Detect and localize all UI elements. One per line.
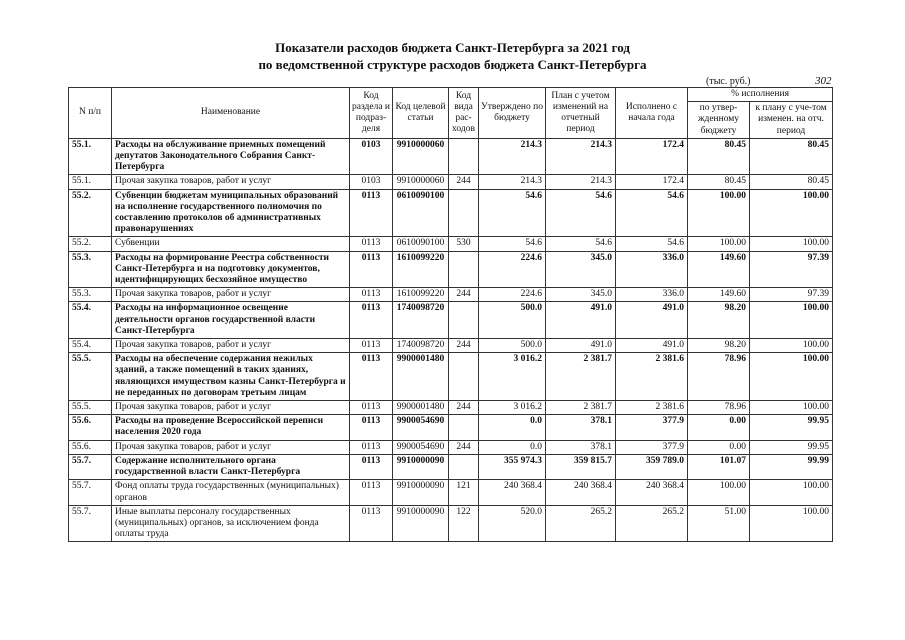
row-plan: 345.0 [546,288,616,302]
row-name: Прочая закупка товаров, работ и услуг [112,339,350,353]
row-pct-approved: 100.00 [688,480,750,505]
row-pct-plan: 100.00 [750,480,833,505]
row-plan: 2 381.7 [546,353,616,401]
row-name: Расходы на обеспечение содержания нежилых зданий, а также помещений в таких зданиях, являющихся имуществом казны Санкт-Петербурга и не переданных по договорам третьим лицам [112,353,350,401]
row-target-code: 9900054690 [393,415,449,440]
row-name: Расходы на формирование Реестра собственности Санкт-Петербурга и на подготовку документов, идентифицирующих бесхозяйное имущество [112,251,350,288]
row-kind-code [449,353,479,401]
row-pct-plan: 100.00 [750,505,833,542]
row-done: 2 381.6 [616,353,688,401]
header-row-1 [69,88,833,102]
row-approved: 3 016.2 [479,353,546,401]
row-number: 55.3. [69,251,112,288]
table-row [69,175,833,189]
row-name: Расходы на обслуживание приемных помещений депутатов Законодательного Собрания Санкт-Петербурга [112,138,350,175]
row-done: 265.2 [616,505,688,542]
col-header-approved: Утверждено по бюджету [479,88,546,139]
row-approved: 3 016.2 [479,401,546,415]
row-name: Прочая закупка товаров, работ и услуг [112,401,350,415]
table-row [69,237,833,251]
col-header-pct-plan: к плану с уче-том изменен. на отч. период [750,102,833,139]
row-name: Иные выплаты персоналу государственных (муниципальных) органов, за исключением фонда оплаты труда [112,505,350,542]
report-title-line1: Показатели расходов бюджета Санкт-Петербурга за 2021 год [275,40,630,55]
row-pct-plan: 100.00 [750,302,833,339]
row-pct-plan: 100.00 [750,189,833,237]
row-number: 55.2. [69,189,112,237]
row-approved: 224.6 [479,288,546,302]
row-pct-approved: 78.96 [688,353,750,401]
table-row [69,189,833,237]
row-kind-code: 244 [449,401,479,415]
row-section-code: 0113 [350,401,393,415]
row-pct-plan: 99.99 [750,454,833,479]
row-kind-code [449,454,479,479]
row-target-code: 9910000060 [393,175,449,189]
row-pct-approved: 100.00 [688,237,750,251]
row-plan: 54.6 [546,189,616,237]
row-plan: 359 815.7 [546,454,616,479]
row-number: 55.7. [69,454,112,479]
row-target-code: 1740098720 [393,302,449,339]
row-section-code: 0113 [350,353,393,401]
row-pct-plan: 97.39 [750,251,833,288]
row-approved: 240 368.4 [479,480,546,505]
row-pct-plan: 99.95 [750,440,833,454]
row-approved: 0.0 [479,440,546,454]
row-number: 55.1. [69,175,112,189]
row-section-code: 0113 [350,339,393,353]
row-number: 55.1. [69,138,112,175]
table-row [69,339,833,353]
row-section-code: 0113 [350,440,393,454]
row-kind-code: 244 [449,175,479,189]
col-header-pct-group: % исполнения [688,88,833,102]
row-kind-code: 121 [449,480,479,505]
row-target-code: 9910000060 [393,138,449,175]
row-name: Субвенции [112,237,350,251]
row-approved: 500.0 [479,302,546,339]
row-done: 359 789.0 [616,454,688,479]
row-pct-approved: 78.96 [688,401,750,415]
row-plan: 240 368.4 [546,480,616,505]
row-kind-code: 244 [449,288,479,302]
row-number: 55.4. [69,302,112,339]
row-plan: 378.1 [546,415,616,440]
table-row [69,454,833,479]
row-section-code: 0113 [350,237,393,251]
row-approved: 500.0 [479,339,546,353]
row-done: 172.4 [616,138,688,175]
row-pct-plan: 100.00 [750,353,833,401]
row-number: 55.7. [69,505,112,542]
row-target-code: 9900001480 [393,401,449,415]
row-name: Расходы на информационное освещение деятельности органов государственной власти Санкт-Петербурга [112,302,350,339]
row-section-code: 0113 [350,454,393,479]
table-row [69,505,833,542]
row-target-code: 9910000090 [393,480,449,505]
row-target-code: 9910000090 [393,505,449,542]
row-section-code: 0113 [350,302,393,339]
page-number: 302 [815,75,832,87]
row-pct-approved: 98.20 [688,339,750,353]
table-row [69,401,833,415]
row-pct-approved: 149.60 [688,251,750,288]
row-section-code: 0103 [350,138,393,175]
row-pct-approved: 100.00 [688,189,750,237]
row-target-code: 0610090100 [393,237,449,251]
row-kind-code [449,138,479,175]
row-name: Содержание исполнительного органа государственной власти Санкт-Петербурга [112,454,350,479]
table-row [69,415,833,440]
row-section-code: 0113 [350,415,393,440]
row-plan: 491.0 [546,339,616,353]
row-pct-plan: 80.45 [750,138,833,175]
row-plan: 378.1 [546,440,616,454]
row-number: 55.7. [69,480,112,505]
row-kind-code [449,415,479,440]
table-row [69,138,833,175]
units-label: (тыс. руб.) [706,76,751,87]
row-done: 336.0 [616,288,688,302]
row-number: 55.5. [69,353,112,401]
row-pct-approved: 0.00 [688,415,750,440]
row-kind-code: 244 [449,339,479,353]
row-pct-plan: 80.45 [750,175,833,189]
row-target-code: 9910000090 [393,454,449,479]
row-target-code: 1610099220 [393,288,449,302]
row-kind-code [449,189,479,237]
report-title-line2: по ведомственной структуре расходов бюджета Санкт-Петербурга [258,57,647,72]
row-section-code: 0103 [350,175,393,189]
col-header-target: Код целевой статьи [393,88,449,139]
row-done: 336.0 [616,251,688,288]
row-kind-code: 122 [449,505,479,542]
row-pct-plan: 100.00 [750,237,833,251]
row-pct-plan: 100.00 [750,401,833,415]
row-approved: 54.6 [479,189,546,237]
table-row [69,480,833,505]
row-plan: 54.6 [546,237,616,251]
row-plan: 214.3 [546,138,616,175]
row-plan: 265.2 [546,505,616,542]
col-header-section: Код раздела и подраз-деля [350,88,393,139]
row-done: 377.9 [616,415,688,440]
col-header-kind: Код вида рас-ходов [449,88,479,139]
row-approved: 214.3 [479,175,546,189]
row-pct-approved: 149.60 [688,288,750,302]
row-done: 172.4 [616,175,688,189]
row-plan: 345.0 [546,251,616,288]
row-pct-approved: 98.20 [688,302,750,339]
row-section-code: 0113 [350,288,393,302]
row-done: 2 381.6 [616,401,688,415]
row-plan: 214.3 [546,175,616,189]
row-pct-plan: 99.95 [750,415,833,440]
col-header-done: Исполнено с начала года [616,88,688,139]
row-number: 55.6. [69,415,112,440]
row-done: 377.9 [616,440,688,454]
row-number: 55.4. [69,339,112,353]
row-done: 54.6 [616,189,688,237]
col-header-pct-approved: по утвер-жденному бюджету [688,102,750,139]
row-pct-approved: 101.07 [688,454,750,479]
row-name: Прочая закупка товаров, работ и услуг [112,288,350,302]
row-done: 54.6 [616,237,688,251]
col-header-name: Наименование [112,88,350,139]
row-pct-plan: 97.39 [750,288,833,302]
row-approved: 224.6 [479,251,546,288]
row-kind-code [449,251,479,288]
row-pct-approved: 51.00 [688,505,750,542]
table-row [69,440,833,454]
row-pct-approved: 80.45 [688,175,750,189]
row-plan: 2 381.7 [546,401,616,415]
row-target-code: 9900001480 [393,353,449,401]
row-target-code: 9900054690 [393,440,449,454]
row-pct-approved: 80.45 [688,138,750,175]
row-target-code: 1740098720 [393,339,449,353]
row-number: 55.5. [69,401,112,415]
row-done: 491.0 [616,302,688,339]
row-pct-plan: 100.00 [750,339,833,353]
row-number: 55.2. [69,237,112,251]
table-row [69,288,833,302]
row-name: Прочая закупка товаров, работ и услуг [112,175,350,189]
row-section-code: 0113 [350,251,393,288]
row-approved: 214.3 [479,138,546,175]
row-approved: 520.0 [479,505,546,542]
row-number: 55.3. [69,288,112,302]
expenditure-table [68,87,833,542]
row-done: 491.0 [616,339,688,353]
row-approved: 355 974.3 [479,454,546,479]
row-approved: 54.6 [479,237,546,251]
row-kind-code [449,302,479,339]
col-header-num: N п/п [69,88,112,139]
row-number: 55.6. [69,440,112,454]
row-target-code: 1610099220 [393,251,449,288]
row-section-code: 0113 [350,480,393,505]
row-section-code: 0113 [350,505,393,542]
row-name: Субвенции бюджетам муниципальных образований на исполнение государственного полномочия по составлению протоколов об административных правонарушениях [112,189,350,237]
row-done: 240 368.4 [616,480,688,505]
row-approved: 0.0 [479,415,546,440]
row-name: Прочая закупка товаров, работ и услуг [112,440,350,454]
row-name: Расходы на проведение Всероссийской переписи населения 2020 года [112,415,350,440]
row-target-code: 0610090100 [393,189,449,237]
table-row [69,251,833,288]
col-header-plan: План с учетом изменений на отчетный период [546,88,616,139]
row-name: Фонд оплаты труда государственных (муниципальных) органов [112,480,350,505]
row-pct-approved: 0.00 [688,440,750,454]
table-row [69,353,833,401]
row-kind-code: 244 [449,440,479,454]
row-section-code: 0113 [350,189,393,237]
row-plan: 491.0 [546,302,616,339]
table-row [69,302,833,339]
row-kind-code: 530 [449,237,479,251]
